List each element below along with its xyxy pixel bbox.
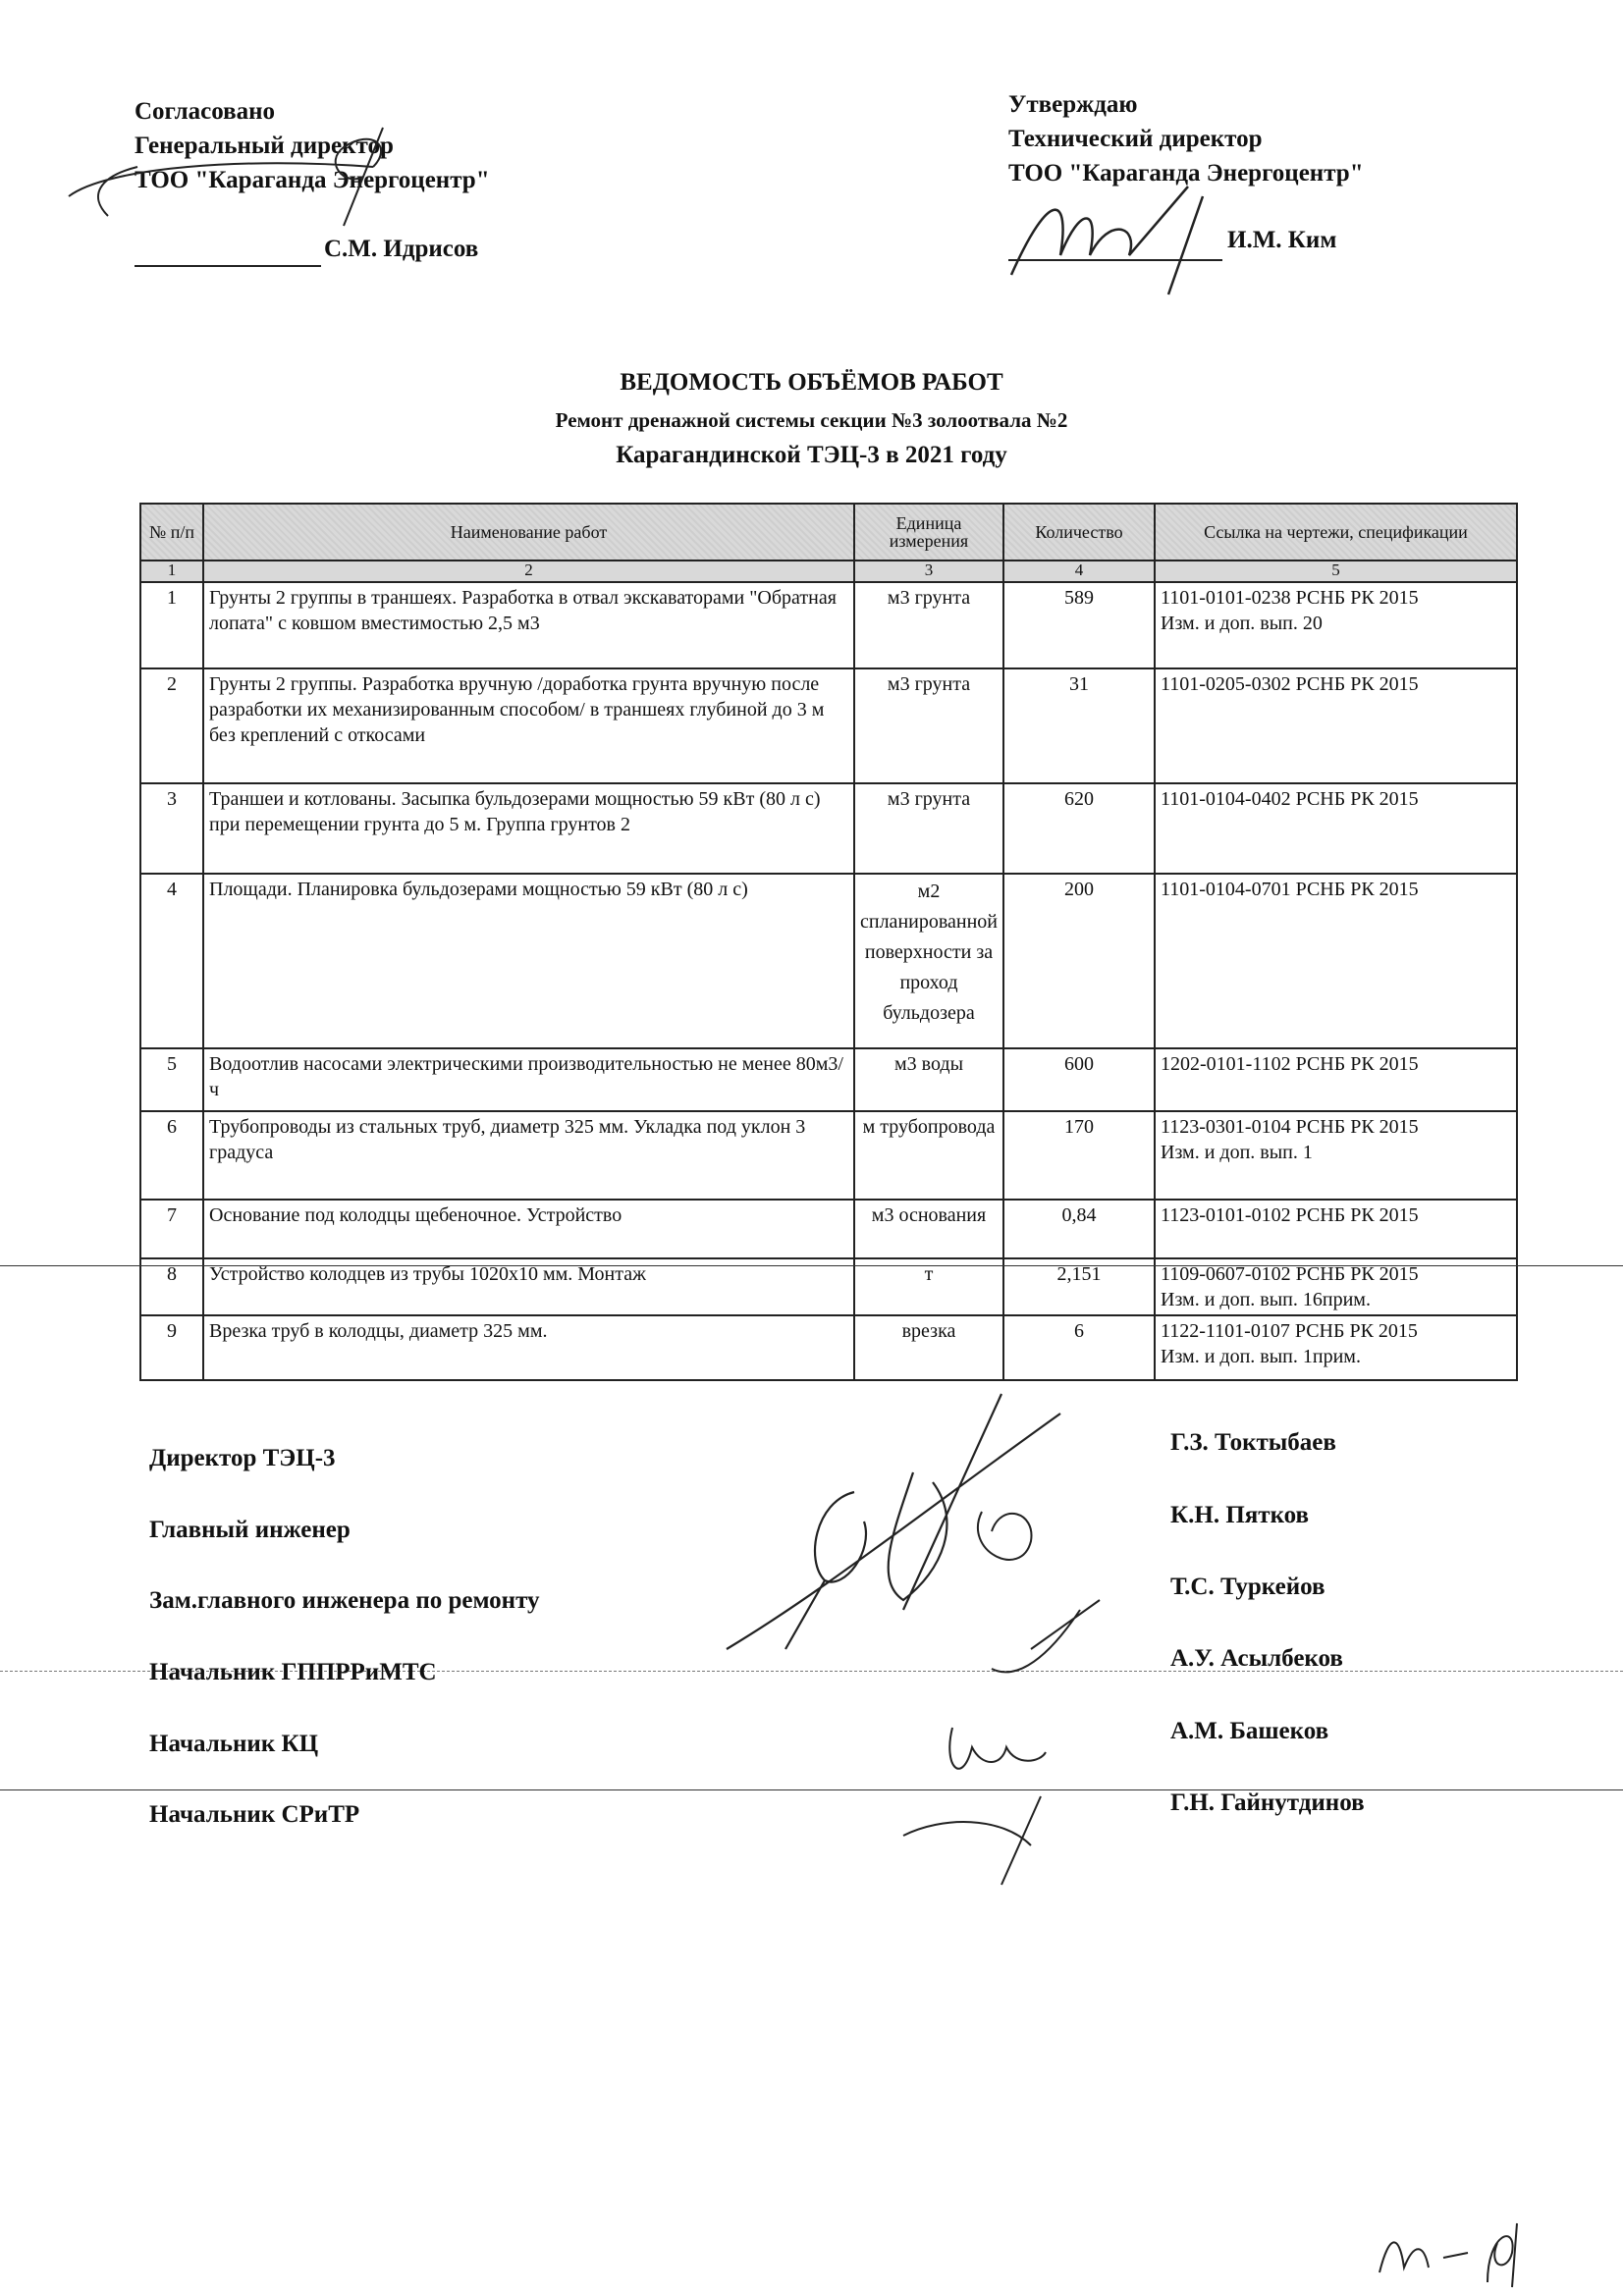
header-number: № п/п [140,504,203,561]
approval-right-line2: Технический директор [1008,126,1263,152]
row-number: 5 [140,1048,203,1111]
row-unit: м2 спланированной поверхности за проход бульдозера [854,874,1003,1048]
header-unit: Единица измерения [854,504,1003,561]
row-quantity: 0,84 [1003,1200,1155,1258]
signatory-position: Директор ТЭЦ-3 [149,1445,336,1471]
approval-left-signer: С.М. Идрисов [324,236,479,262]
row-reference [1155,783,1517,874]
table-row [140,582,1517,668]
reference-amendment: Изм. и доп. вып. 1 [1161,1142,1313,1163]
header-work-name: Наименование работ [203,504,854,561]
col-number: 4 [1003,561,1155,582]
reference-code: 1101-0205-0302 РСНБ РК 2015 [1161,673,1419,695]
header-quantity: Количество [1003,504,1155,561]
signatory-position: Начальник ГППРРиМТС [149,1659,437,1685]
row-work-name: Траншеи и котлованы. Засыпка бульдозерами мощностью 59 кВт (80 л с) при перемещении грунта до 5 м. Группа грунтов 2 [203,783,854,874]
col-number: 2 [203,561,854,582]
row-work-name: Водоотлив насосами электрическими производительностью не менее 80м3/ч [203,1048,854,1111]
row-work-name: Трубопроводы из стальных труб, диаметр 325 мм. Укладка под уклон 3 градуса [203,1111,854,1200]
approval-right-signer: И.М. Ким [1227,227,1337,253]
signatory-name: А.М. Башеков [1170,1718,1329,1744]
signatory-name: Г.З. Токтыбаев [1170,1429,1336,1456]
scan-line [0,1265,1623,1266]
initials-scribble [1370,2214,1556,2292]
approval-right-line3: ТОО "Караганда Энергоцентр" [1008,160,1364,187]
reference-code: 1123-0101-0102 РСНБ РК 2015 [1161,1204,1419,1226]
signature-right-scribble [992,167,1227,304]
reference-code: 1122-1101-0107 РСНБ РК 2015 [1161,1320,1418,1342]
row-reference [1155,874,1517,1048]
reference-code: 1101-0104-0701 РСНБ РК 2015 [1161,879,1419,900]
row-reference [1155,1111,1517,1200]
row-quantity: 170 [1003,1111,1155,1200]
row-work-name: Основание под колодцы щебеночное. Устройство [203,1200,854,1258]
row-number: 4 [140,874,203,1048]
row-number: 3 [140,783,203,874]
table-row [140,1200,1517,1258]
row-work-name: Грунты 2 группы в траншеях. Разработка в отвал экскаваторами "Обратная лопата" с ковшом вместимостью 2,5 м3 [203,582,854,668]
row-quantity: 2,151 [1003,1258,1155,1315]
signatory-position: Начальник КЦ [149,1731,319,1757]
row-unit: т [854,1258,1003,1315]
approval-left-line3: ТОО "Караганда Энергоцентр" [135,167,490,193]
row-work-name: Площади. Планировка бульдозерами мощностью 59 кВт (80 л с) [203,874,854,1048]
row-quantity: 31 [1003,668,1155,783]
row-quantity: 589 [1003,582,1155,668]
signature-left-scribble [49,108,461,236]
reference-amendment: Изм. и доп. вып. 16прим. [1161,1289,1371,1310]
row-work-name: Врезка труб в колодцы, диаметр 325 мм. [203,1315,854,1380]
row-number: 2 [140,668,203,783]
row-number: 1 [140,582,203,668]
reference-amendment: Изм. и доп. вып. 1прим. [1161,1346,1361,1367]
row-quantity: 600 [1003,1048,1155,1111]
row-unit: м3 основания [854,1200,1003,1258]
reference-amendment: Изм. и доп. вып. 20 [1161,613,1323,634]
approval-left-signature-line [135,238,321,267]
row-number: 6 [140,1111,203,1200]
table-row [140,1111,1517,1200]
row-quantity: 200 [1003,874,1155,1048]
row-quantity: 6 [1003,1315,1155,1380]
document-subtitle-2: Карагандинской ТЭЦ-3 в 2021 году [616,442,1007,468]
row-number: 8 [140,1258,203,1315]
row-reference [1155,668,1517,783]
row-reference [1155,582,1517,668]
document-subtitle-1: Ремонт дренажной системы секции №3 золоотвала №2 [555,408,1068,432]
approval-left-line2: Генеральный директор [135,133,394,159]
row-number: 9 [140,1315,203,1380]
row-unit: м3 грунта [854,582,1003,668]
signatory-signatures-scribble [707,1355,1139,1904]
table-row [140,1048,1517,1111]
table-row [140,668,1517,783]
row-unit: врезка [854,1315,1003,1380]
table-row [140,783,1517,874]
signatory-name: А.У. Асылбеков [1170,1645,1343,1672]
works-volume-table [139,503,1518,1381]
row-unit: м3 грунта [854,668,1003,783]
signatory-name: Г.Н. Гайнутдинов [1170,1789,1365,1816]
approval-left-line1: Согласовано [135,98,276,125]
row-unit: м3 грунта [854,783,1003,874]
signatory-position: Начальник СРиТР [149,1801,360,1828]
row-reference [1155,1315,1517,1380]
approval-right-line1: Утверждаю [1008,91,1138,118]
reference-code: 1101-0101-0238 РСНБ РК 2015 [1161,587,1419,609]
reference-code: 1123-0301-0104 РСНБ РК 2015 [1161,1116,1419,1138]
table-header-row [140,504,1517,561]
col-number: 5 [1155,561,1517,582]
header-reference: Ссылка на чертежи, спецификации [1155,504,1517,561]
signatory-name: Т.С. Туркейов [1170,1574,1325,1600]
row-reference [1155,1200,1517,1258]
row-reference [1155,1048,1517,1111]
reference-code: 1109-0607-0102 РСНБ РК 2015 [1161,1263,1419,1285]
row-reference [1155,1258,1517,1315]
row-unit: м трубопровода [854,1111,1003,1200]
table-row [140,874,1517,1048]
signatory-position: Главный инженер [149,1517,351,1543]
col-number: 3 [854,561,1003,582]
reference-code: 1101-0104-0402 РСНБ РК 2015 [1161,788,1419,810]
reference-code: 1202-0101-1102 РСНБ РК 2015 [1161,1053,1419,1075]
row-work-name: Устройство колодцев из трубы 1020х10 мм. Монтаж [203,1258,854,1315]
signatory-name: К.Н. Пятков [1170,1502,1310,1528]
signatory-position: Зам.главного инженера по ремонту [149,1587,540,1614]
row-quantity: 620 [1003,783,1155,874]
table-row [140,1258,1517,1315]
table-column-numbers-row [140,561,1517,582]
row-work-name: Грунты 2 группы. Разработка вручную /доработка грунта вручную после разработки их механизированным способом/ в траншеях глубиной до 3 м без креплений с откосами [203,668,854,783]
row-number: 7 [140,1200,203,1258]
col-number: 1 [140,561,203,582]
row-unit: м3 воды [854,1048,1003,1111]
document-title: ВЕДОМОСТЬ ОБЪЁМОВ РАБОТ [620,369,1003,396]
